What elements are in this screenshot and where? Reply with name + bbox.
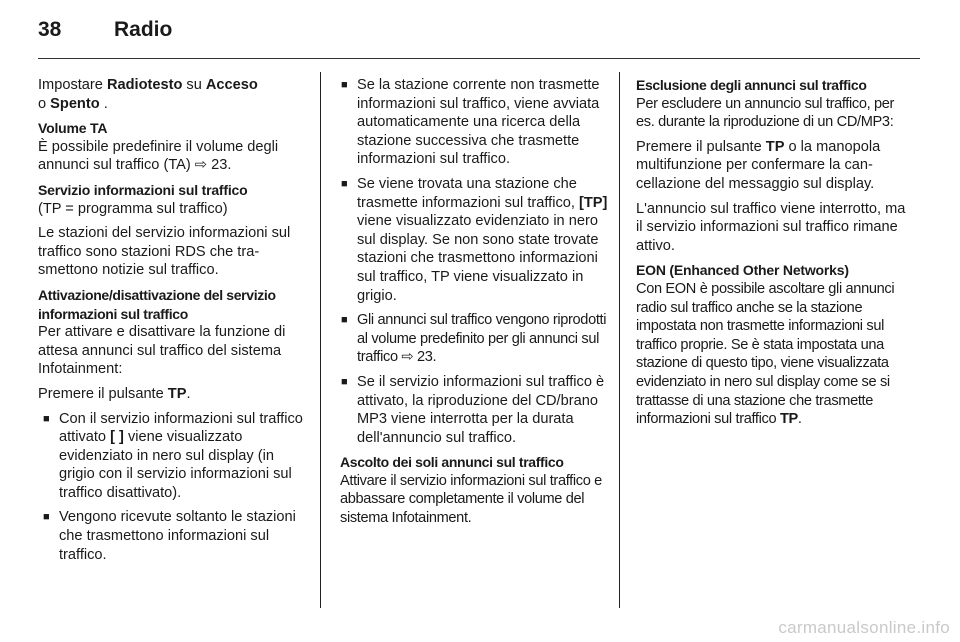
watermark: carmanualsonline.info	[778, 618, 950, 637]
list-item: ■ Vengono ricevute soltanto le stazioni che trasmettono informazioni sul traffico.	[42, 508, 308, 564]
exclusion-text: Per escludere un annuncio sul traffico, per es. durante la riproduzione di un CD/MP3:	[636, 95, 895, 131]
volume-ta-text: È possibile predefinire il volume degli annunci sul traffico (TA) ⇨ 23.	[38, 138, 279, 174]
list-item: ■ Gli annunci sul traffico vengono riprodotti al volume predefinito per gli annunci sul traffico ⇨ 23.	[340, 311, 608, 367]
interrupt-text: L'annuncio sul traffico viene interrotto, ma il servizio informazioni sul traffico rimane attivo.	[636, 200, 906, 254]
header-rule	[38, 58, 920, 59]
tp-heading: Servizio informazioni sul traffico	[38, 181, 248, 198]
list-item: ■ Con il servizio informazioni sul traffico attivato [ ] viene visualizzato evidenziato in nero sul display (in grigio con il servizio informazioni sul traffico disattivato).	[42, 410, 308, 503]
press-tp-knob-text: Premere il pulsante TP o la manopola multifunzione per confermare la cancellazione del messaggio sul display.	[636, 138, 881, 192]
list-item: ■ Se la stazione corrente non trasmette informazioni sul traffico, viene avviata automaticamente una ricerca della stazione successiva che trasmette informazioni sul traffico.	[340, 76, 608, 169]
tp-text: Le stazioni del servizio informazioni sul traffico sono stazioni RDS che trasmettono notizie sul traffico.	[38, 225, 291, 279]
list-item: ■ Se il servizio informazioni sul traffico è attivato, la riproduzione del CD/brano MP3 viene interrotta per la durata dell'annuncio sul traffico.	[340, 373, 608, 447]
eon-text: Con EON è possibile ascoltare gli annunci radio sul traffico anche se la stazione impostata non trasmette informazioni sul traffico proprie. Se è stata impostata una stazione di questo tipo, viene visualizzata evidenziato in nero sul display come se si trattasse di una stazione che trasmette informazioni sul traffico TP.	[636, 280, 895, 428]
tp-bullet-list	[42, 410, 308, 565]
listen-only-heading: Ascolto dei soli annunci sul traffico	[340, 454, 564, 471]
page-header	[38, 18, 172, 48]
eon-heading: EON (Enhanced Other Networks)	[636, 262, 849, 279]
column-divider-2	[619, 72, 620, 608]
list-item: ■ Se viene trovata una stazione che trasmette informazioni sul traffico, [TP] viene visualizzato evidenziato in nero sul display. Se non sono state trovate stazioni che trasmettono informazioni sul traffico, TP viene visualizzato in grigio.	[340, 175, 608, 305]
column-3	[636, 76, 906, 435]
activation-heading: Attivazione/disattivazione del servizio informazioni sul traffico	[38, 286, 276, 322]
tp-subtitle: (TP = programma sul traffico)	[38, 200, 228, 217]
press-tp-text: Premere il pulsante TP.	[38, 385, 191, 402]
section-title: Radio	[114, 18, 173, 41]
listen-only-text: Attivare il servizio informazioni sul traffico e abbassare completamente il volume del sistema Infotainment.	[340, 472, 602, 527]
station-bullet-list	[340, 76, 608, 447]
page-number: 38	[38, 18, 62, 41]
column-2	[340, 76, 608, 534]
column-1	[38, 76, 308, 570]
intro-paragraph: Impostare Radiotesto su Acceso o Spento .	[38, 77, 258, 112]
activation-text: Per attivare e disattivare la funzione di attesa annunci sul traffico del sistema Infotainment:	[38, 324, 286, 378]
exclusion-heading: Esclusione degli annunci sul traffico	[636, 77, 867, 93]
column-divider-1	[320, 72, 321, 608]
volume-ta-heading: Volume TA	[38, 120, 108, 137]
